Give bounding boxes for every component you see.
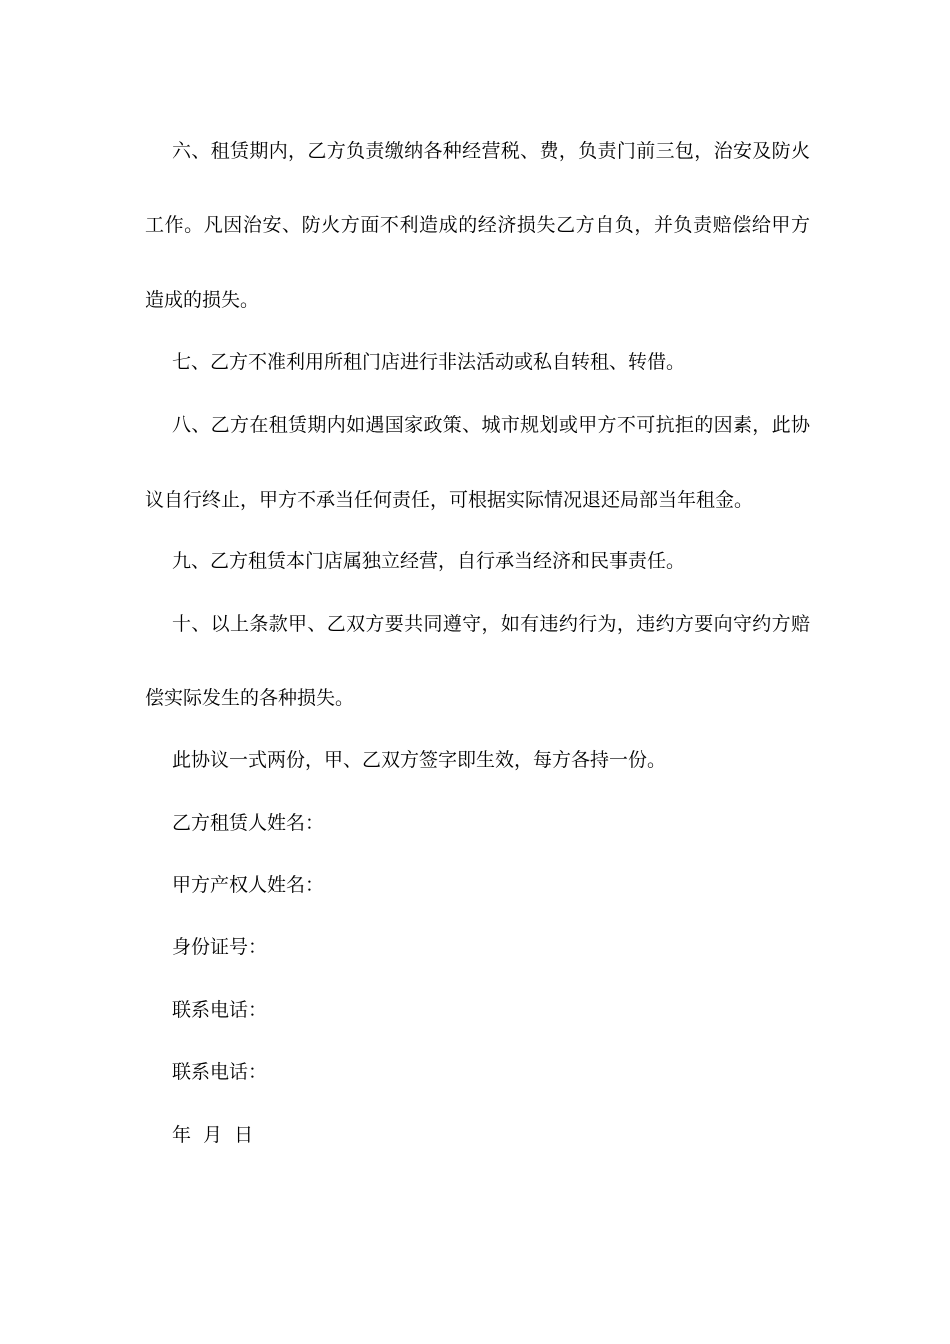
owner-name-label: 甲方产权人姓名： bbox=[172, 874, 325, 896]
clause-6-line-1: 六、租赁期内，乙方负责缴纳各种经营税、费，负责门前三包，治安及防火 bbox=[172, 140, 810, 162]
clause-7-line-1: 七、乙方不准利用所租门店进行非法活动或私自转租、转借。 bbox=[172, 351, 686, 373]
clause-9-line-1: 九、乙方租赁本门店属独立经营，自行承当经济和民事责任。 bbox=[172, 550, 686, 572]
id-number-label: 身份证号： bbox=[172, 936, 268, 958]
date-line: 年 月 日 bbox=[172, 1124, 254, 1146]
clause-6-line-3: 造成的损失。 bbox=[145, 289, 260, 311]
phone-label-2: 联系电话： bbox=[172, 1061, 268, 1083]
clause-8-line-1: 八、乙方在租赁期内如遇国家政策、城市规划或甲方不可抗拒的因素，此协 bbox=[172, 414, 810, 436]
tenant-name-label: 乙方租赁人姓名： bbox=[172, 812, 325, 834]
clause-10-line-2: 偿实际发生的各种损失。 bbox=[145, 687, 355, 709]
phone-label-1: 联系电话： bbox=[172, 999, 268, 1021]
clause-8-line-2: 议自行终止，甲方不承当任何责任，可根据实际情况退还局部当年租金。 bbox=[145, 489, 754, 511]
clause-10-line-1: 十、以上条款甲、乙双方要共同遵守，如有违约行为，违约方要向守约方赔 bbox=[172, 613, 810, 635]
closing-statement: 此协议一式两份，甲、乙双方签字即生效，每方各持一份。 bbox=[172, 749, 667, 771]
clause-6-line-2: 工作。凡因治安、防火方面不利造成的经济损失乙方自负，并负责赔偿给甲方 bbox=[145, 214, 810, 236]
